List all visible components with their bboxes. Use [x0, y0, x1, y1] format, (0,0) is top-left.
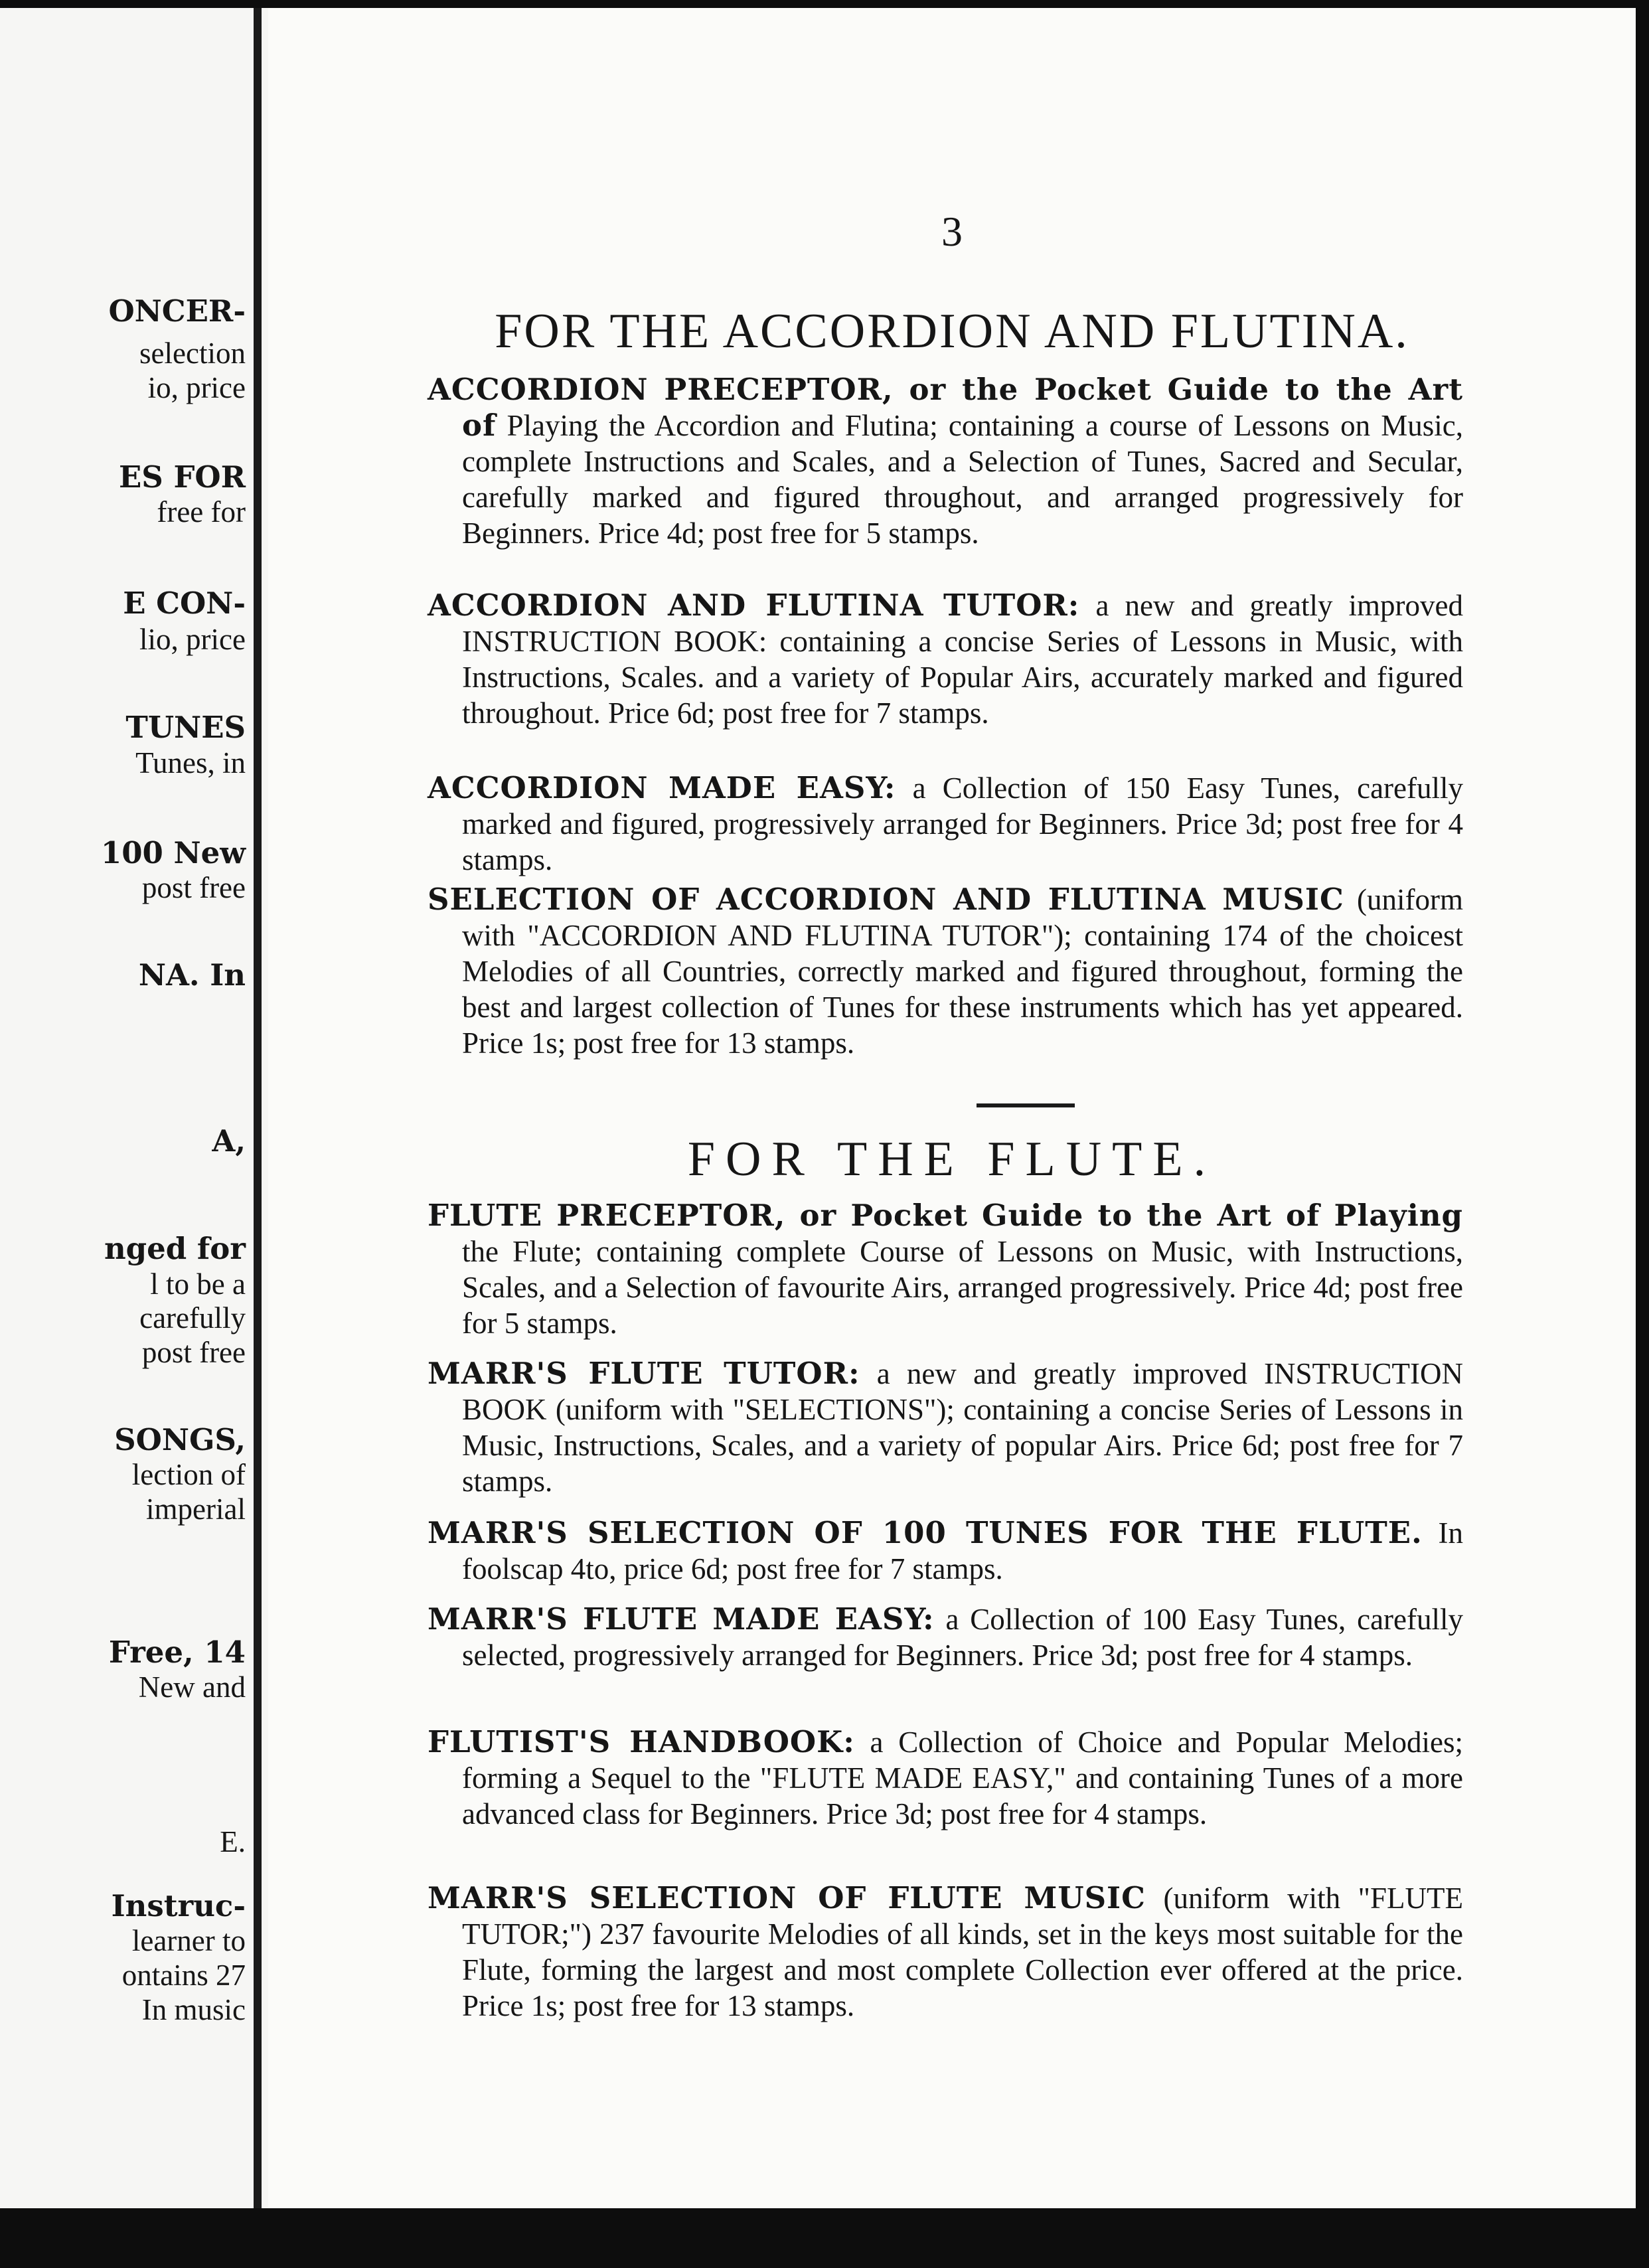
- catalog-entry: [428, 372, 1463, 551]
- entry-description: (uniform with "ACCORDION AND FLUTINA TUTOR"); containing 174 of the choicest Melodies of all Countries, correctly marked and figured throughout, forming the best and largest collection of Tunes for these instruments which has yet appeared. Price 1s; post free for 13 stamps.: [462, 883, 1463, 1060]
- left-page-line: carefully: [139, 1301, 246, 1335]
- left-page-line: lection of: [131, 1458, 246, 1491]
- section-divider: [977, 1103, 1075, 1107]
- section-heading-accordion: FOR THE ACCORDION AND FLUTINA.: [495, 304, 1409, 359]
- entry-description: In foolscap 4to, price 6d; post free for 7 stamps.: [462, 1516, 1464, 1585]
- entry-title: FLUTE PRECEPTOR, or Pocket Guide to the Art of Playing: [428, 1198, 1463, 1233]
- catalog-entry: [428, 1356, 1463, 1499]
- entry-description: a Collection of 100 Easy Tunes, carefully selected, progressively arranged for Beginners. Price 3d; post free for 4 stamps.: [462, 1603, 1463, 1672]
- left-page-line: ontains 27: [121, 1959, 246, 1992]
- page-number: 3: [941, 208, 963, 255]
- right-page: [268, 8, 1636, 2210]
- left-page-line: SONGS,: [114, 1422, 246, 1457]
- entry-title: MARR'S FLUTE TUTOR:: [428, 1356, 860, 1391]
- entry-description: the Flute; containing complete Course of Lessons on Music, with Instructions, Scales, and a Selection of favourite Airs, arranged progressively. Price 4d; post free for 5 stamps.: [462, 1235, 1463, 1340]
- entry-description: (uniform with "FLUTE TUTOR;") 237 favourite Melodies of all kinds, set in the keys most suitable for the Flute, forming the largest and most complete Collection ever offered at the price. Price 1s; post free for 13 stamps.: [462, 1882, 1464, 2022]
- left-page-line: Free, 14: [108, 1635, 246, 1670]
- catalog-entry: [428, 588, 1463, 731]
- left-page-line: nged for: [104, 1231, 246, 1266]
- entry-title: MARR'S SELECTION OF 100 TUNES FOR THE FLUTE.: [428, 1515, 1423, 1550]
- left-page-line: TUNES: [125, 710, 246, 745]
- catalog-entry: [428, 770, 1463, 878]
- entry-title: SELECTION OF ACCORDION AND FLUTINA MUSIC: [428, 882, 1344, 917]
- entry-description: a Collection of Choice and Popular Melodies; forming a Sequel to the "FLUTE MADE EASY," and containing Tunes of a more advanced class for Beginners. Price 3d; post free for 4 stamps.: [462, 1726, 1463, 1830]
- entry-description: a new and greatly improved INSTRUCTION BOOK: containing a concise Series of Lessons in Music, with Instructions, Scales. and a variety of Popular Airs, accurately marked and figured throughout. Price 6d; post free for 7 stamps.: [462, 589, 1463, 730]
- page-gutter: [254, 8, 262, 2210]
- scan-border: [0, 2208, 1649, 2268]
- left-page-fragment: [0, 8, 275, 2210]
- left-page-line: New and: [138, 1670, 246, 1704]
- catalog-entry: [428, 1724, 1463, 1832]
- entry-description: a Collection of 150 Easy Tunes, carefully marked and figured, progressively arranged for Beginners. Price 3d; post free for 4 stamps.: [462, 771, 1463, 876]
- left-page-line: E.: [220, 1825, 246, 1858]
- entry-title: FLUTIST'S HANDBOOK:: [428, 1724, 855, 1759]
- entry-title: ACCORDION MADE EASY:: [428, 770, 896, 805]
- entry-title: ACCORDION AND FLUTINA TUTOR:: [428, 588, 1080, 623]
- entry-title: MARR'S FLUTE MADE EASY:: [428, 1601, 935, 1637]
- catalog-entry: [428, 1880, 1463, 2024]
- entry-title: ACCORDION PRECEPTOR, or the Pocket Guide to the Art of: [428, 372, 1463, 443]
- catalog-entry: [428, 1515, 1463, 1587]
- left-page-line: post free: [141, 871, 246, 904]
- left-page-line: E CON-: [123, 586, 246, 621]
- catalog-entry: [428, 1601, 1463, 1673]
- left-page-line: In music: [141, 1993, 246, 2026]
- left-page-line: 100 New: [100, 835, 246, 870]
- left-page-line: post free: [141, 1336, 246, 1369]
- left-page-line: Instruc-: [111, 1888, 246, 1923]
- left-page-line: NA. In: [138, 957, 246, 993]
- left-page-line: Tunes, in: [135, 746, 246, 779]
- left-page-line: free for: [157, 495, 246, 528]
- left-page-line: A,: [212, 1123, 246, 1159]
- entry-description: Playing the Accordion and Flutina; containing a course of Lessons on Music, complete Instructions and Scales, and a Selection of Tunes, Sacred and Secular, carefully marked and figured throughout, and arranged progressively for Beginners. Price 4d; post free for 5 stamps.: [462, 409, 1464, 550]
- left-page-line: lio, price: [139, 623, 246, 656]
- left-page-line: learner to: [131, 1924, 246, 1957]
- section-heading-flute: FOR THE FLUTE.: [687, 1132, 1217, 1186]
- catalog-entry: [428, 882, 1463, 1061]
- left-page-line: imperial: [146, 1493, 246, 1526]
- left-page-line: l to be a: [150, 1267, 246, 1301]
- left-page-line: ES FOR: [118, 459, 246, 495]
- left-page-line: selection: [139, 337, 246, 370]
- catalog-entry: [428, 1198, 1463, 1341]
- left-page-line: io, price: [147, 371, 246, 404]
- left-page-line: ONCER-: [108, 293, 246, 329]
- entry-description: a new and greatly improved INSTRUCTION BOOK (uniform with "SELECTIONS"); containing a concise Series of Lessons in Music, Instructions, Scales, and a variety of popular Airs. Price 6d; post free for 7 stamps.: [462, 1357, 1463, 1498]
- entry-title: MARR'S SELECTION OF FLUTE MUSIC: [428, 1880, 1146, 1915]
